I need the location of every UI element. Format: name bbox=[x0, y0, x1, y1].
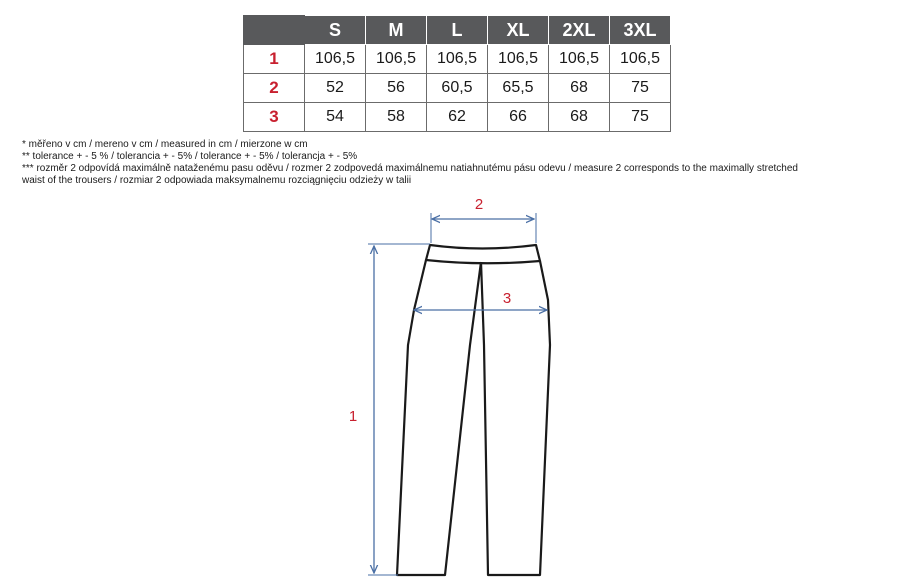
size-header: S bbox=[305, 16, 366, 45]
note-line: *** rozměr 2 odpovídá maximálně nataženému pasu oděvu / rozmer 2 zodpovedá maximálnemu natiahnutému pásu odevu / measure 2 corresponds to the maximally stretched bbox=[22, 163, 798, 174]
measure-lines bbox=[368, 213, 547, 575]
hip-label: 3 bbox=[502, 290, 512, 307]
table-cell: 56 bbox=[366, 74, 427, 103]
row-id: 3 bbox=[244, 103, 305, 132]
size-header: M bbox=[366, 16, 427, 45]
table-cell: 52 bbox=[305, 74, 366, 103]
waist-label: 2 bbox=[474, 196, 484, 213]
note-line: waist of the trousers / rozmiar 2 odpowiada maksymalnemu rozciągnięciu odzieży w talii bbox=[22, 175, 412, 186]
table-cell: 62 bbox=[427, 103, 488, 132]
table-cell: 58 bbox=[366, 103, 427, 132]
size-header: 2XL bbox=[549, 16, 610, 45]
table-cell: 60,5 bbox=[427, 74, 488, 103]
row-id: 2 bbox=[244, 74, 305, 103]
table-cell: 68 bbox=[549, 74, 610, 103]
size-header: L bbox=[427, 16, 488, 45]
table-cell: 75 bbox=[610, 103, 671, 132]
size-header: XL bbox=[488, 16, 549, 45]
table-cell: 66 bbox=[488, 103, 549, 132]
table-cell: 75 bbox=[610, 74, 671, 103]
table-cell: 106,5 bbox=[427, 45, 488, 74]
table-cell: 106,5 bbox=[610, 45, 671, 74]
note-line: * měřeno v cm / mereno v cm / measured in cm / mierzone w cm bbox=[22, 139, 308, 150]
table-cell: 106,5 bbox=[305, 45, 366, 74]
table-cell: 106,5 bbox=[549, 45, 610, 74]
note-line: ** tolerance + - 5 % / tolerancia + - 5% / tolerance + - 5% / tolerancja + - 5% bbox=[22, 151, 358, 162]
length-label: 1 bbox=[348, 408, 358, 425]
size-header: 3XL bbox=[610, 16, 671, 45]
table-cell: 54 bbox=[305, 103, 366, 132]
table-cell: 106,5 bbox=[488, 45, 549, 74]
table-cell: 68 bbox=[549, 103, 610, 132]
trousers-outline bbox=[397, 245, 550, 575]
table-cell: 65,5 bbox=[488, 74, 549, 103]
table-cell: 106,5 bbox=[366, 45, 427, 74]
row-id: 1 bbox=[244, 45, 305, 74]
